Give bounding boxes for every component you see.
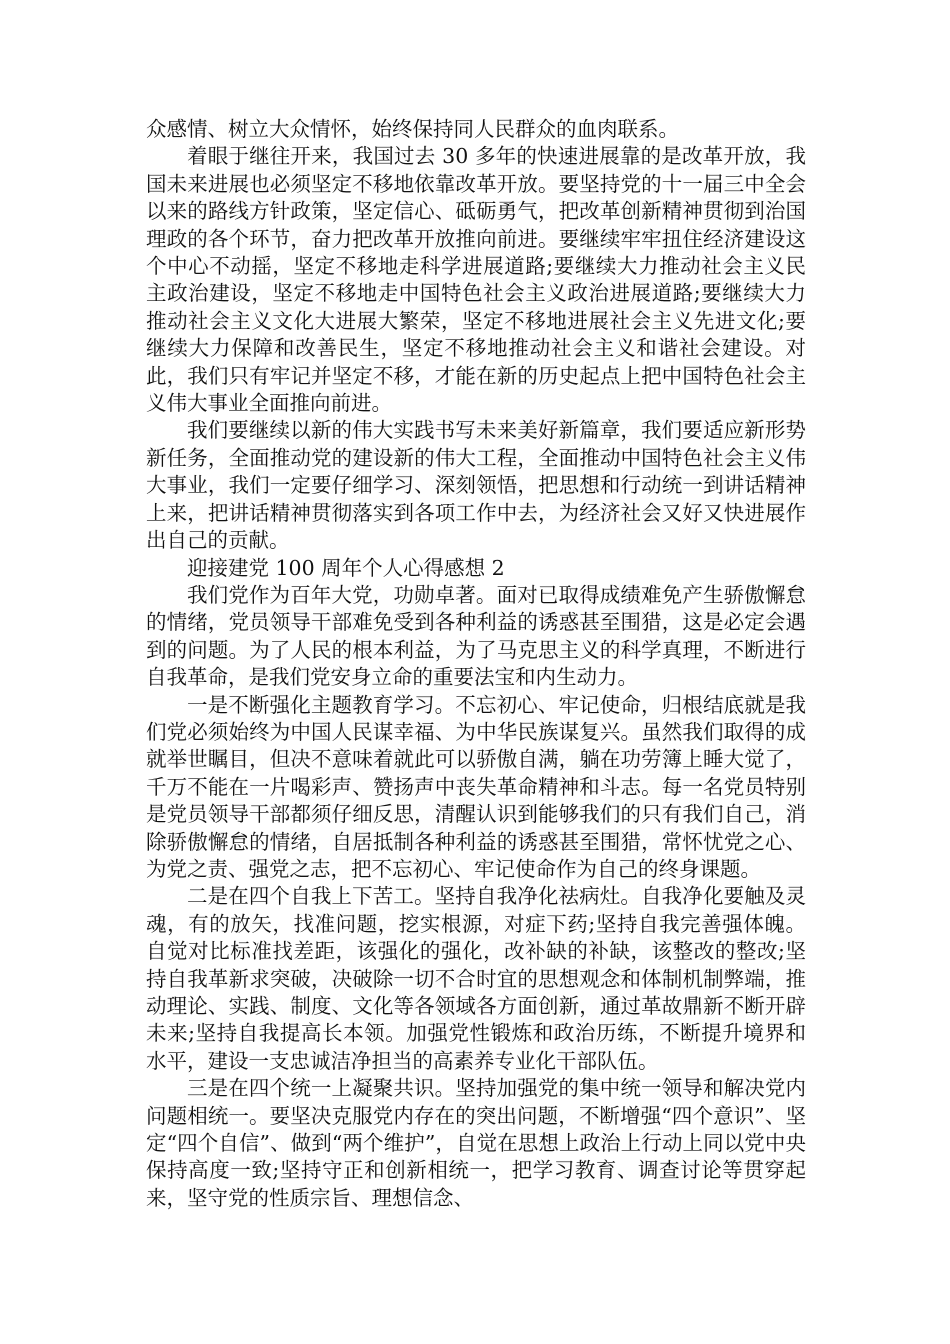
- paragraph-7: 三是在四个统一上凝聚共识。坚持加强党的集中统一领导和解决党内问题相统一。要坚决克服党内存在的突出问题，不断增强“四个意识”、坚定“四个自信”、做到“两个维护”，自觉在思想上政治上行动上同以党中央保持高度一致;坚持守正和创新相统一，把学习教育、调查讨论等贯穿起来，坚守党的性质宗旨、理想信念、: [146, 1076, 806, 1210]
- paragraph-2: 着眼于继往开来，我国过去 30 多年的快速进展靠的是改革开放，我国未来进展也必须坚定不移地依靠改革开放。要坚持党的十一届三中全会以来的路线方针政策，坚定信心、砥砺勇气，把改革创新精神贯彻到治国理政的各个环节，奋力把改革开放推向前进。要继续牢牢扭住经济建设这个中心不动摇，坚定不移地走科学进展道路;要继续大力推动社会主义民主政治建设，坚定不移地走中国特色社会主义政治进展道路;要继续大力推动社会主义文化大进展大繁荣，坚定不移地进展社会主义先进文化;要继续大力保障和改善民生，坚定不移地推动社会主义和谐社会建设。对此，我们只有牢记并坚定不移，才能在新的历史起点上把中国特色社会主义伟大事业全面推向前进。: [146, 144, 806, 416]
- document-body: [146, 116, 806, 1212]
- paragraph-3: 我们要继续以新的伟大实践书写未来美好新篇章，我们要适应新形势新任务，全面推动党的建设新的伟大工程，全面推动中国特色社会主义伟大事业，我们一定要仔细学习、深刻领悟，把思想和行动统一到讲话精神上来，把讲话精神贯彻落实到各项工作中去，为经济社会又好又快进展作出自己的贡献。: [146, 418, 806, 553]
- section-heading: 迎接建党 100 周年个人心得感想 2: [187, 555, 505, 580]
- paragraph-5: 一是不断强化主题教育学习。不忘初心、牢记使命，归根结底就是我们党必须始终为中国人民谋幸福、为中华民族谋复兴。虽然我们取得的成就举世瞩目，但决不意味着就此可以骄傲自满，躺在功劳簿上睡大觉了，千万不能在一片喝彩声、赞扬声中丧失革命精神和斗志。每一名党员特别是党员领导干部都须仔细反思，清醒认识到能够我们的只有我们自己，消除骄傲懈怠的情绪，自居抵制各种利益的诱惑甚至围猎，常怀忧党之心、为党之责、强党之志，把不忘初心、牢记使命作为自己的终身课题。: [146, 692, 806, 881]
- paragraph-4: 我们党作为百年大党，功勋卓著。面对已取得成绩难免产生骄傲懈怠的情绪，党员领导干部难免受到各种利益的诱惑甚至围猎，这是必定会遇到的问题。为了人民的根本利益，为了马克思主义的科学真理，不断进行自我革命，是我们党安身立命的重要法宝和内生动力。: [146, 582, 806, 690]
- paragraph-1: 众感情、树立大众情怀，始终保持同人民群众的血肉联系。: [146, 117, 679, 141]
- paragraph-6: 二是在四个自我上下苦工。坚持自我净化祛病灶。自我净化要触及灵魂，有的放矢，找准问题，挖实根源，对症下药;坚持自我完善强体魄。自觉对比标准找差距，该强化的强化，改补缺的补缺，该整改的整改;坚持自我革新求突破，决破除一切不合时宜的思想观念和体制机制弊端，推动理论、实践、制度、文化等各领域各方面创新，通过革故鼎新不断开辟未来;坚持自我提高长本领。加强党性锻炼和政治历练，不断提升境界和水平，建设一支忠诚洁净担当的高素养专业化干部队伍。: [146, 884, 806, 1073]
